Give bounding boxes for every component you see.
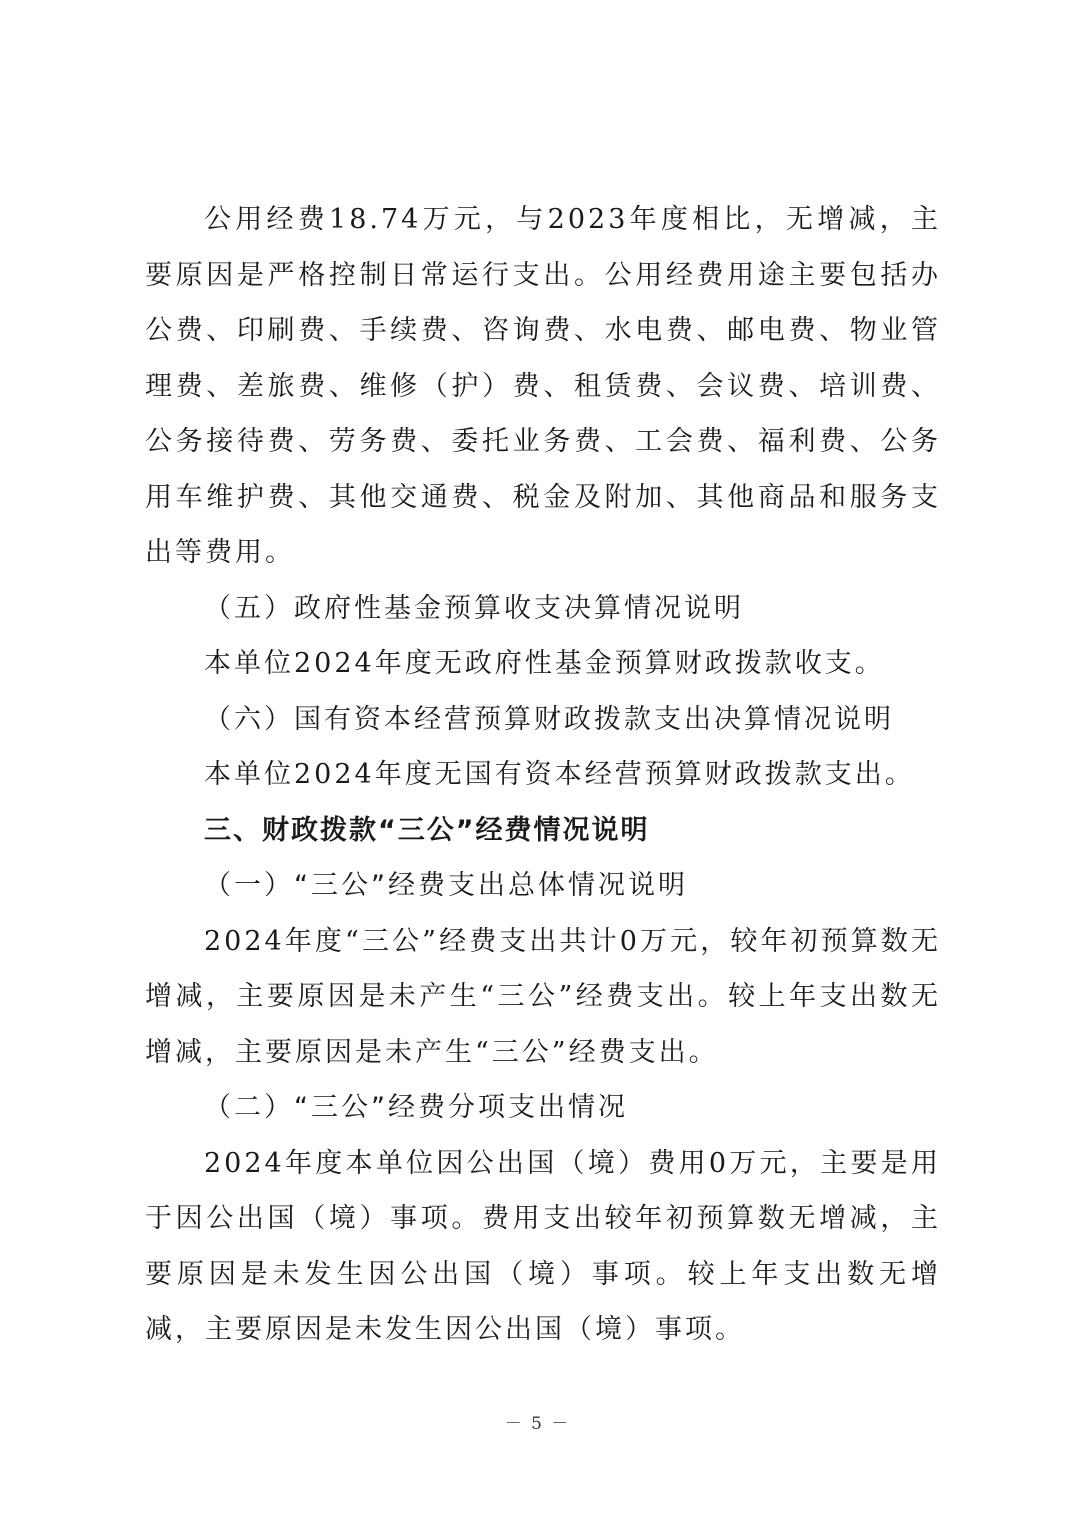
overseas-paragraph: 2024年度本单位因公出国（境）费用0万元，主要是用于因公出国（境）事项。费用支出较年初预算数无增减，主要原因是未发生因公出国（境）事项。较上年支出数无增减，主要原因是未发生因公出国（境）事项。 — [145, 1147, 941, 1345]
document-body — [145, 192, 941, 1358]
overall-paragraph: 2024年度“三公”经费支出共计0万元，较年初预算数无增减，主要原因是未产生“三公”经费支出。较上年支出数无增减，主要原因是未产生“三公”经费支出。 — [145, 925, 941, 1068]
public-expense-paragraph: 公用经费18.74万元，与2023年度相比，无增减，主要原因是严格控制日常运行支出。公用经费用途主要包括办公费、印刷费、手续费、咨询费、水电费、邮电费、物业管理费、差旅费、维修（护）费、租赁费、会议费、培训费、公务接待费、劳务费、委托业务费、工会费、福利费、公务用车维护费、其他交通费、税金及附加、其他商品和服务支出等费用。 — [145, 204, 941, 568]
page-number: － 5 － — [504, 1414, 571, 1434]
state-capital-paragraph: 本单位2024年度无国有资本经营预算财政拨款支出。 — [204, 759, 915, 790]
government-fund-paragraph: 本单位2024年度无政府性基金预算财政拨款收支。 — [204, 648, 885, 679]
heading-state-capital: （六）国有资本经营预算财政拨款支出决算情况说明 — [204, 703, 894, 735]
heading-itemized: （二）“三公”经费分项支出情况 — [204, 1092, 628, 1123]
heading-government-fund: （五）政府性基金预算收支决算情况说明 — [204, 592, 744, 624]
heading-overall: （一）“三公”经费支出总体情况说明 — [204, 870, 688, 901]
section-three-public-expenses: 三、财政拨款“三公”经费情况说明 — [204, 814, 650, 846]
